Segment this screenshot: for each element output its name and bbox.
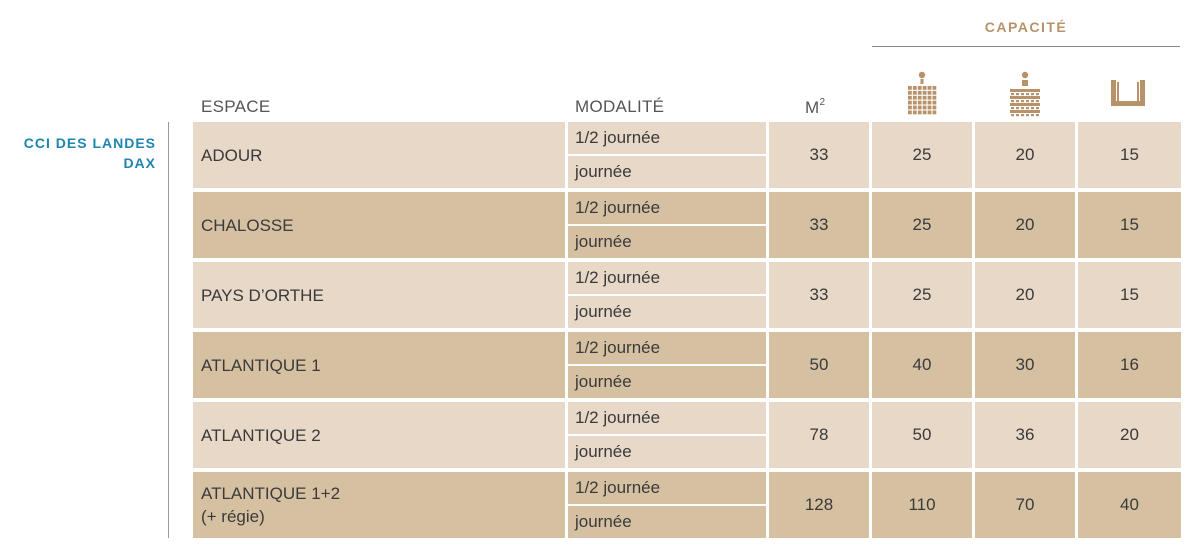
cell-capacity-u-shape: 16 xyxy=(1078,332,1181,398)
u-shape-layout-icon xyxy=(1078,70,1178,118)
classroom-layout-icon xyxy=(975,70,1075,118)
table-row xyxy=(193,262,1181,328)
column-header-modalite: MODALITÉ xyxy=(575,97,665,116)
cell-capacity-classroom: 20 xyxy=(975,122,1075,188)
table-row xyxy=(193,122,1181,188)
espace-name: ADOUR xyxy=(201,145,263,165)
cell-espace xyxy=(193,332,565,398)
espace-name: PAYS D’ORTHE xyxy=(201,285,324,305)
cell-modalite xyxy=(568,262,766,328)
cell-capacity-u-shape: 15 xyxy=(1078,262,1181,328)
m2-superscript: 2 xyxy=(819,97,826,108)
theatre-layout-icon xyxy=(872,70,972,118)
modalite-full-day: journée xyxy=(568,366,766,398)
cell-surface: 33 xyxy=(769,192,869,258)
column-header-m2 xyxy=(805,97,835,118)
venue-line-1: CCI DES LANDES xyxy=(23,135,156,151)
cell-capacity-theatre: 50 xyxy=(872,402,972,468)
cell-espace xyxy=(193,262,565,328)
cell-capacity-theatre: 110 xyxy=(872,472,972,538)
modalite-half-day: 1/2 journée xyxy=(568,262,766,294)
cell-espace xyxy=(193,122,565,188)
cell-surface: 50 xyxy=(769,332,869,398)
espace-name: ATLANTIQUE 1 xyxy=(201,355,321,375)
espace-name: CHALOSSE xyxy=(201,215,294,235)
modalite-half-day: 1/2 journée xyxy=(568,122,766,154)
modalite-full-day: journée xyxy=(568,506,766,538)
cell-surface: 128 xyxy=(769,472,869,538)
venue-title xyxy=(0,133,156,173)
cell-modalite xyxy=(568,472,766,538)
modalite-half-day: 1/2 journée xyxy=(568,332,766,364)
cell-capacity-theatre: 25 xyxy=(872,122,972,188)
cell-capacity-theatre: 40 xyxy=(872,332,972,398)
table-row xyxy=(193,192,1181,258)
cell-surface: 33 xyxy=(769,262,869,328)
modalite-half-day: 1/2 journée xyxy=(568,192,766,224)
espace-name: ATLANTIQUE 2 xyxy=(201,425,321,445)
capacity-heading: CAPACITÉ xyxy=(984,19,1068,35)
espace-note: (+ régie) xyxy=(201,507,265,526)
table-header xyxy=(0,0,1200,120)
cell-capacity-theatre: 25 xyxy=(872,262,972,328)
venue-line-2: DAX xyxy=(123,155,156,171)
modalite-full-day: journée xyxy=(568,436,766,468)
cell-modalite xyxy=(568,122,766,188)
cell-capacity-classroom: 30 xyxy=(975,332,1075,398)
modalite-full-day: journée xyxy=(568,226,766,258)
modalite-full-day: journée xyxy=(568,156,766,188)
cell-capacity-classroom: 70 xyxy=(975,472,1075,538)
cell-capacity-u-shape: 15 xyxy=(1078,122,1181,188)
cell-capacity-u-shape: 15 xyxy=(1078,192,1181,258)
cell-capacity-classroom: 20 xyxy=(975,192,1075,258)
cell-modalite xyxy=(568,192,766,258)
rooms-table xyxy=(193,122,1181,542)
cell-surface: 33 xyxy=(769,122,869,188)
espace-name: ATLANTIQUE 1+2 xyxy=(201,484,341,503)
venue-divider xyxy=(168,122,169,538)
cell-capacity-classroom: 20 xyxy=(975,262,1075,328)
table-row xyxy=(193,402,1181,468)
table-row xyxy=(193,472,1181,538)
cell-capacity-classroom: 36 xyxy=(975,402,1075,468)
cell-capacity-theatre: 25 xyxy=(872,192,972,258)
table-row xyxy=(193,332,1181,398)
cell-modalite xyxy=(568,402,766,468)
cell-capacity-u-shape: 40 xyxy=(1078,472,1181,538)
cell-capacity-u-shape: 20 xyxy=(1078,402,1181,468)
modalite-half-day: 1/2 journée xyxy=(568,472,766,504)
cell-modalite xyxy=(568,332,766,398)
column-header-espace: ESPACE xyxy=(201,97,271,116)
m2-label: M xyxy=(805,98,820,117)
cell-espace xyxy=(193,402,565,468)
modalite-half-day: 1/2 journée xyxy=(568,402,766,434)
modalite-full-day: journée xyxy=(568,296,766,328)
cell-espace xyxy=(193,472,565,538)
cell-espace xyxy=(193,192,565,258)
cell-surface: 78 xyxy=(769,402,869,468)
